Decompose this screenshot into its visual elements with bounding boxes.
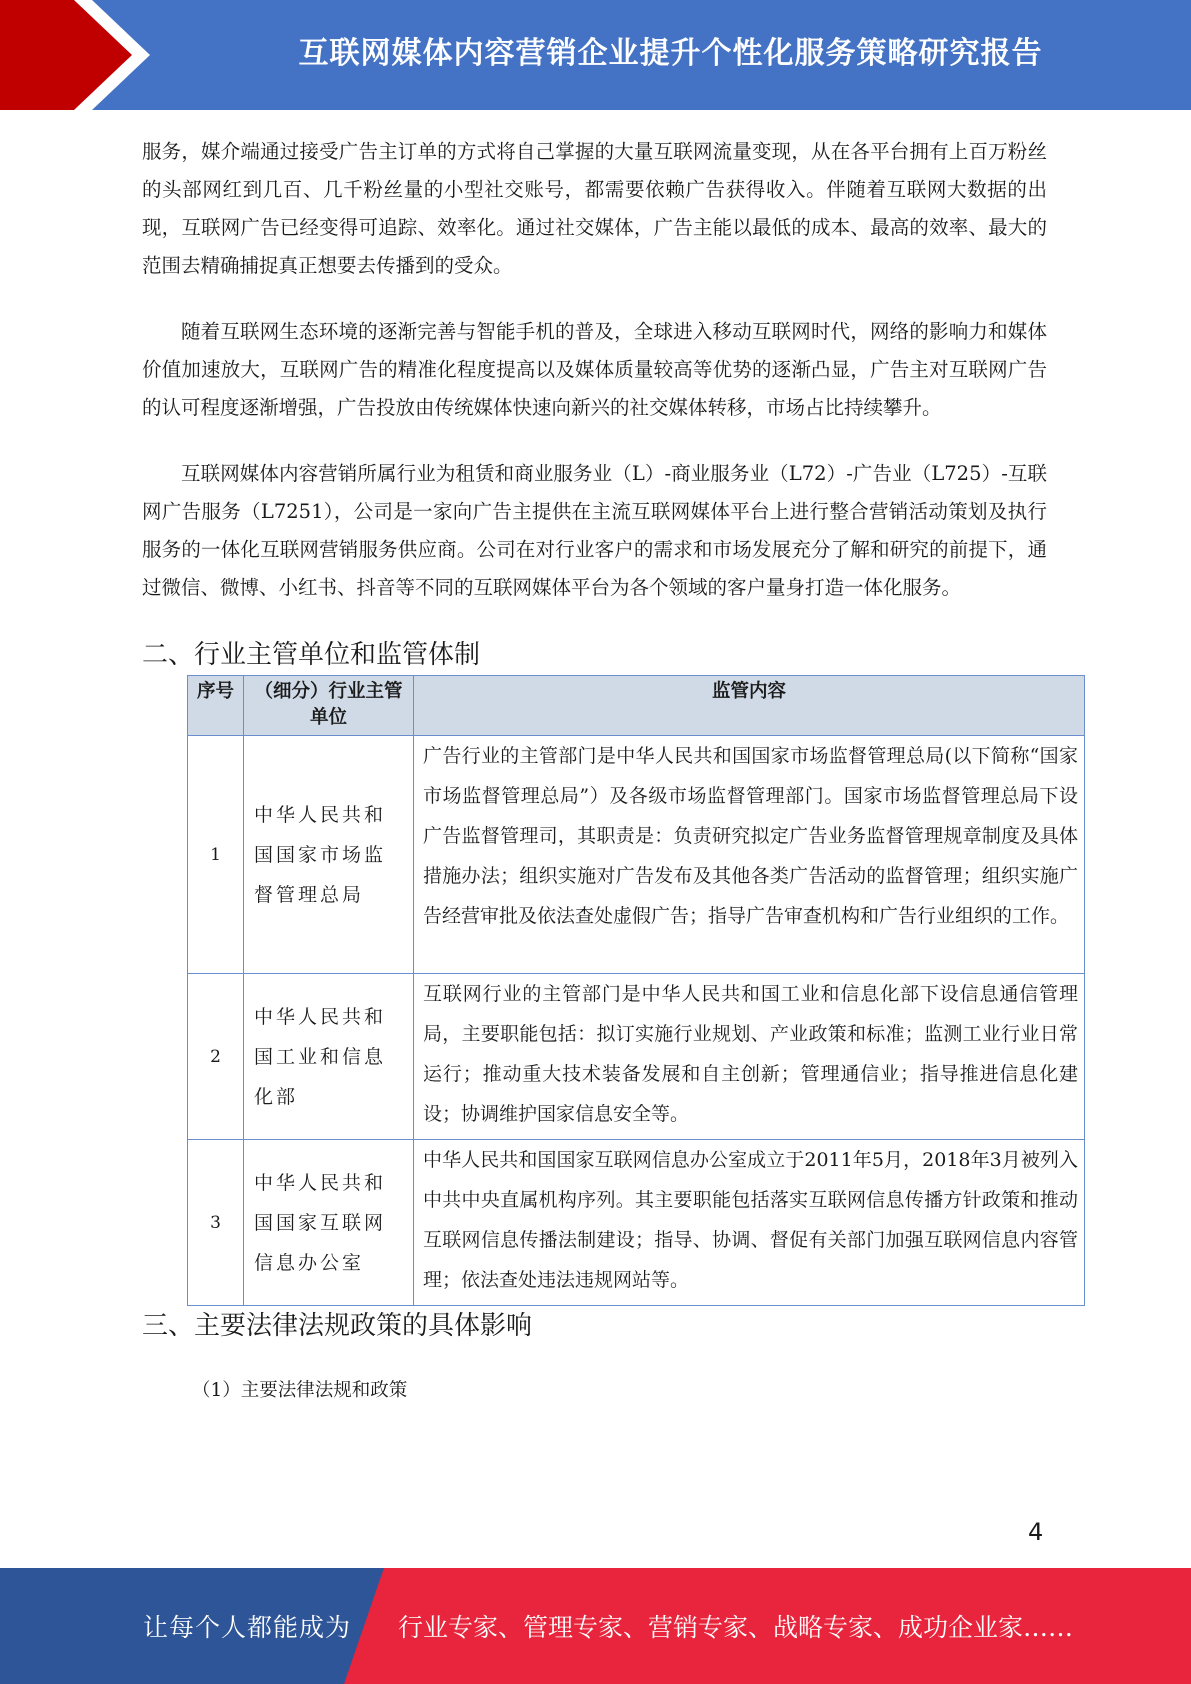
row-content: 中华人民共和国国家互联网信息办公室成立于2011年5月，2018年3月被列入中共中央直属机构序列。其主要职能包括落实互联网信息传播方针政策和推动互联网信息传播法制建设；指导、协调、督促有关部门加强互联网信息内容管理；依法查处违法违规网站等。	[414, 1140, 1085, 1306]
report-title: 互联网媒体内容营销企业提升个性化服务策略研究报告	[298, 36, 1043, 71]
table-header-row	[188, 676, 1085, 736]
page-number: 4	[1028, 1518, 1044, 1546]
row-number: 2	[188, 974, 244, 1140]
row-unit: 中华人民共和国国家互联网信息办公室	[244, 1140, 414, 1306]
table-row	[188, 974, 1085, 1140]
header-red-arrow-decoration	[0, 0, 150, 110]
row-content: 互联网行业的主管部门是中华人民共和国工业和信息化部下设信息通信管理局，主要职能包括：拟订实施行业规划、产业政策和标准；监测工业行业日常运行；推动重大技术装备发展和自主创新；管理通信业；指导推进信息化建设；协调维护国家信息安全等。	[414, 974, 1085, 1140]
row-content: 广告行业的主管部门是中华人民共和国国家市场监督管理总局(以下简称“国家市场监督管理总局”）及各级市场监督管理部门。国家市场监督管理总局下设广告监督管理司，其职责是：负责研究拟定广告业务监督管理规章制度及具体措施办法；组织实施对广告发布及其他各类广告活动的监督管理；组织实施广告经营审批及依法查处虚假广告；指导广告审查机构和广告行业组织的工作。	[414, 736, 1085, 974]
footer-slogan-right: 行业专家、管理专家、营销专家、战略专家、成功企业家……	[398, 1613, 1074, 1642]
row-unit: 中华人民共和国国家市场监督管理总局	[244, 736, 414, 974]
row-unit: 中华人民共和国工业和信息化部	[244, 974, 414, 1140]
regulatory-table	[187, 675, 1085, 1306]
subheading-laws: （1）主要法律法规和政策	[192, 1380, 408, 1401]
header-unit: （细分）行业主管单位	[244, 676, 414, 736]
paragraph-3: 互联网媒体内容营销所属行业为租赁和商业服务业（L）-商业服务业（L72）-广告业（L725）-互联网广告服务（L7251），公司是一家向广告主提供在主流互联网媒体平台上进行整合营销活动策划及执行服务的一体化互联网营销服务供应商。公司在对行业客户的需求和市场发展充分了解和研究的前提下，通过微信、微博、小红书、抖音等不同的互联网媒体平台为各个领域的客户量身打造一体化服务。	[142, 462, 1047, 599]
header-no: 序号	[188, 676, 244, 736]
main-content	[142, 133, 1078, 1406]
section-2-heading: 二、行业主管单位和监管体制	[142, 640, 481, 670]
paragraph-2: 随着互联网生态环境的逐渐完善与智能手机的普及，全球进入移动互联网时代，网络的影响力和媒体价值加速放大，互联网广告的精准化程度提高以及媒体质量较高等优势的逐渐凸显，广告主对互联网广告的认可程度逐渐增强，广告投放由传统媒体快速向新兴的社交媒体转移，市场占比持续攀升。	[142, 320, 1047, 419]
page-header	[0, 0, 1191, 110]
section-3-heading: 三、主要法律法规政策的具体影响	[142, 1311, 533, 1341]
row-number: 3	[188, 1140, 244, 1306]
row-number: 1	[188, 736, 244, 974]
paragraph-1: 服务，媒介端通过接受广告主订单的方式将自己掌握的大量互联网流量变现，从在各平台拥有上百万粉丝的头部网红到几百、几千粉丝量的小型社交账号，都需要依赖广告获得收入。伴随着互联网大数据的出现，互联网广告已经变得可追踪、效率化。通过社交媒体，广告主能以最低的成本、最高的效率、最大的范围去精确捕捉真正想要去传播到的受众。	[142, 140, 1047, 277]
header-content: 监管内容	[414, 676, 1085, 736]
table-row	[188, 736, 1085, 974]
footer-slogan-left: 让每个人都能成为	[143, 1613, 352, 1642]
page-footer	[0, 1568, 1191, 1684]
table-row	[188, 1140, 1085, 1306]
